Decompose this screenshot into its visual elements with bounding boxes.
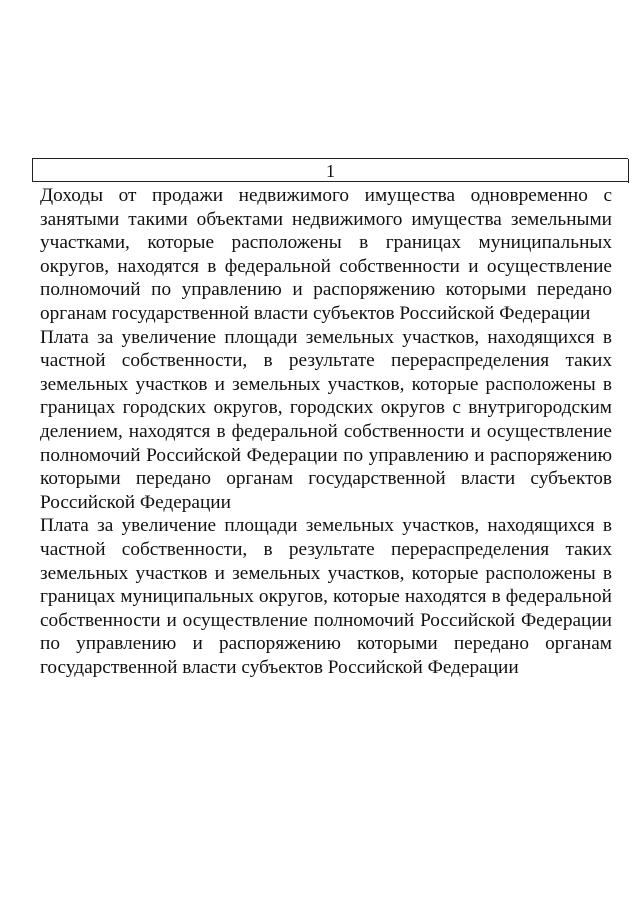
table-column-header <box>32 158 628 182</box>
column-number: 1 <box>326 161 335 181</box>
list-item: Плата за увеличение площади земельных участков, находящихся в частной собственности, в результате перераспределения таких земельных участков и земельных участков, которые расположены в границах муниципальных округов, которые находятся в федеральной собственности и осуществление полномочий Российской Федерации по управлению и распоряжению которыми передано органам государственной власти субъектов Российской Федерации <box>40 515 612 678</box>
list-item: Доходы от продажи недвижимого имущества одновременно с занятыми такими объектами недвижимого имущества земельными участками, которые расположены в границах муниципальных округов, находятся в федеральной собственности и осуществление полномочий по управлению и распоряжению которыми передано органам государственной власти субъектов Российской Федерации <box>40 185 612 324</box>
column-divider <box>628 159 629 183</box>
table-cell <box>40 184 612 679</box>
list-item: Плата за увеличение площади земельных участков, находящихся в частной собственности, в результате перераспределения таких земельных участков и земельных участков, которые расположены в границах городских округов, городских округов с внутригородским делением, находятся в федеральной собственности и осуществление полномочий Российской Федерации по управлению и распоряжению которыми передано органам государственной власти субъектов Российской Федерации <box>40 326 612 513</box>
